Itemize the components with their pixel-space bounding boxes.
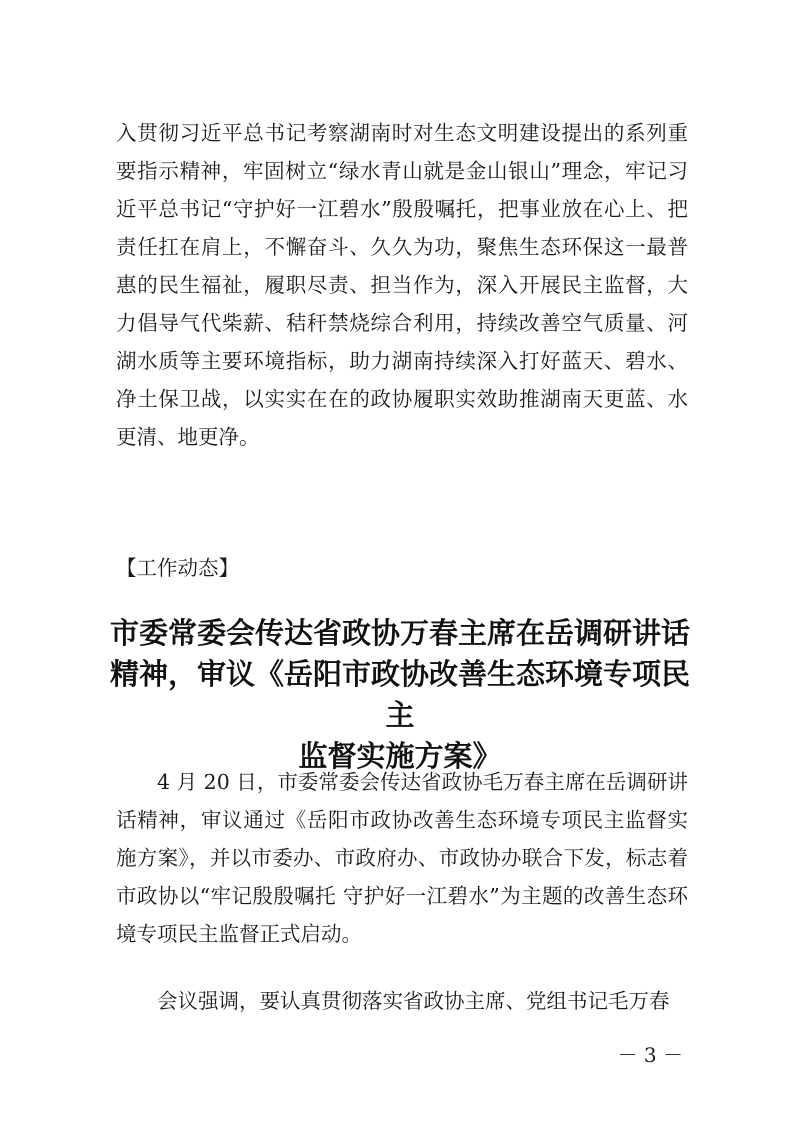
body-paragraph-1: 4 月 20 日，市委常委会传达省政协毛万春主席在岳调研讲话精神，审议通过《岳阳市政协改善生态环境专项民主监督实施方案》，并以市委办、市政府办、市政协办联合下发，标志着市政协以“牢记殷殷嘱托 守护好一江碧水”为主题的改善生态环境专项民主监督正式启动。 (116, 770, 688, 946)
article-title-line-1: 市委常委会传达省政协万春主席在岳调研讲话 (109, 616, 690, 650)
intro-paragraph: 入贯彻习近平总书记考察湖南时对生态文明建设提出的系列重要指示精神，牢固树立“绿水青山就是金山银山”理念，牢记习近平总书记“守护好一江碧水”殷殷嘱托，把事业放在心上、把责任扛在肩上，不懈奋斗、久久为功，聚焦生态环保这一最普惠的民生福祉，履职尽责、担当作为，深入开展民主监督，大力倡导气代柴薪、秸秆禁烧综合利用，持续改善空气质量、河湖水质等主要环境指标，助力湖南持续深入打好蓝天、碧水、净土保卫战，以实实在在的政协履职实效助推湖南天更蓝、水更清、地更净。 (116, 121, 688, 449)
section-tag: 【工作动态】 (116, 556, 239, 580)
article-title (100, 613, 700, 777)
page-number: － 3 － (617, 1043, 683, 1067)
article-title-line-2: 精神，审议《岳阳市政协改善生态环境专项民主 (109, 657, 690, 732)
article-title-line-3: 监督实施方案》 (298, 739, 502, 773)
body-paragraph-2: 会议强调，要认真贯彻落实省政协主席、党组书记毛万春 (157, 989, 670, 1013)
